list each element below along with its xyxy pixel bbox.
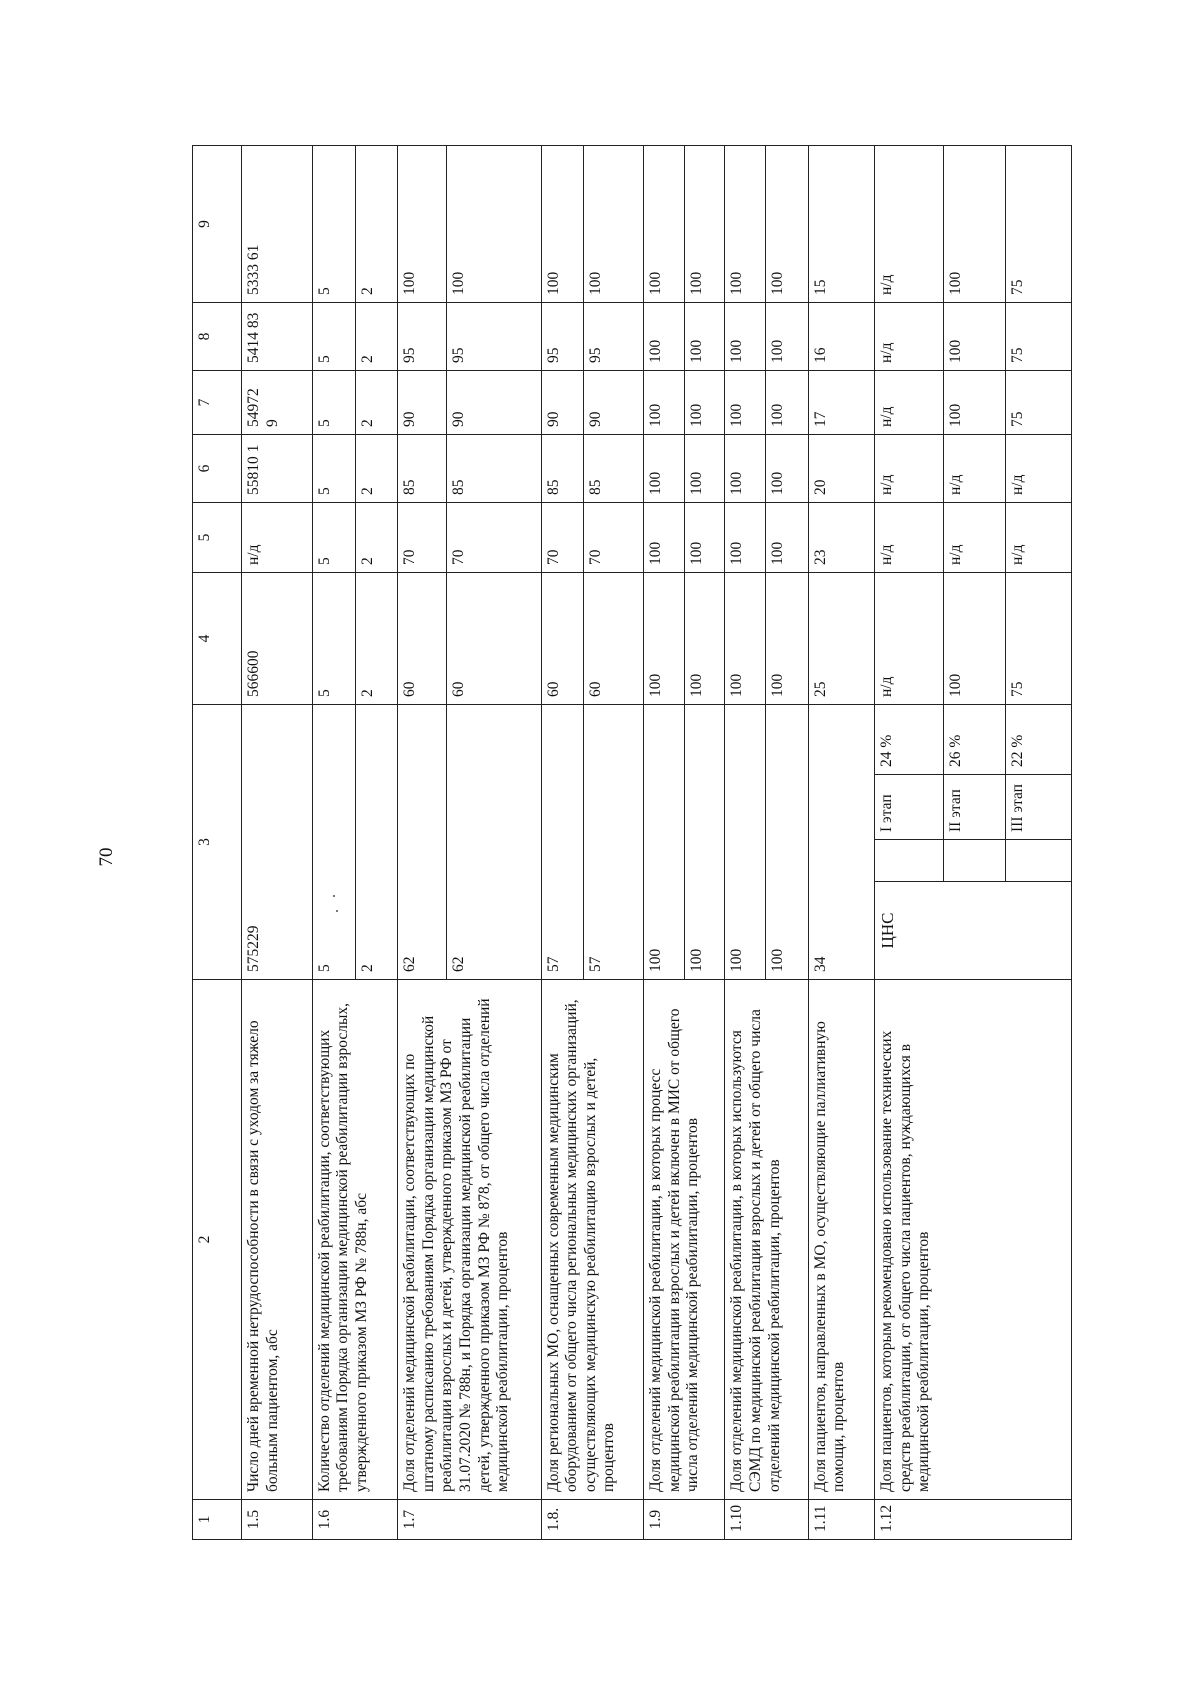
value-col-5: н/д	[242, 503, 313, 573]
value-col-8: 2	[355, 303, 398, 371]
table-row	[725, 146, 766, 1540]
value-col-9: 100	[398, 146, 447, 303]
value-col-6: 55810 1	[242, 435, 313, 503]
value-col-7: 100	[684, 371, 725, 435]
stage-label: I этап	[875, 775, 943, 840]
value-col-9: 100	[684, 146, 725, 303]
value-col-4: 60	[398, 573, 447, 705]
base-value: 5	[312, 705, 355, 980]
value-col-7: н/д	[875, 371, 943, 435]
col-header-8: 8	[193, 303, 242, 371]
scan-speck	[333, 895, 335, 897]
value-col-8: 75	[1005, 303, 1071, 371]
indicator-description: Доля отделений медицинской реабилитации, в которых используются СЭМД по медицинской реабилитации взрослых и детей от общего числа отделений медицинской реабилитации, процентов	[725, 980, 808, 1500]
value-col-8: 100	[725, 303, 766, 371]
value-col-9: 75	[1005, 146, 1071, 303]
base-value: 62	[398, 705, 447, 980]
table-header-row	[193, 146, 242, 1540]
value-col-9: 100	[943, 146, 1005, 303]
scan-speck	[336, 910, 338, 912]
value-col-8: 95	[541, 303, 584, 371]
value-col-4: 60	[584, 573, 644, 705]
base-value: 575229	[242, 705, 313, 980]
value-col-5: 5	[312, 503, 355, 573]
value-col-6: 100	[766, 435, 809, 503]
base-value: 100	[684, 705, 725, 980]
base-value: 100	[766, 705, 809, 980]
value-col-5: 70	[398, 503, 447, 573]
value-col-5: н/д	[875, 503, 943, 573]
base-value: 57	[541, 705, 584, 980]
value-col-7: 75	[1005, 371, 1071, 435]
base-value: 57	[584, 705, 644, 980]
value-col-9: 100	[584, 146, 644, 303]
value-col-6: н/д	[1005, 435, 1071, 503]
stage-spacer	[1005, 840, 1071, 882]
indicator-table	[192, 145, 1072, 1540]
stage-percent: 26 %	[943, 705, 1005, 775]
value-col-5: 100	[766, 503, 809, 573]
value-col-7: 100	[766, 371, 809, 435]
value-col-8: 95	[398, 303, 447, 371]
value-col-8: 100	[644, 303, 685, 371]
value-col-6: 20	[808, 435, 874, 503]
value-col-9: 100	[447, 146, 541, 303]
value-col-8: 95	[584, 303, 644, 371]
stage-percent: 24 %	[875, 705, 943, 775]
table-row	[541, 146, 584, 1540]
value-col-4: 100	[644, 573, 685, 705]
value-col-8: 100	[943, 303, 1005, 371]
row-number: 1.9	[644, 1500, 725, 1540]
value-col-6: 85	[447, 435, 541, 503]
value-col-9: 100	[725, 146, 766, 303]
value-col-4: 100	[684, 573, 725, 705]
value-col-8: 100	[766, 303, 809, 371]
page-number: 70	[96, 847, 117, 867]
stage-spacer	[875, 840, 943, 882]
col-header-9: 9	[193, 146, 242, 303]
col-header-7: 7	[193, 371, 242, 435]
value-col-9: н/д	[875, 146, 943, 303]
stage-label: II этап	[943, 775, 1005, 840]
value-col-8: 5414 83	[242, 303, 313, 371]
value-col-5: 70	[584, 503, 644, 573]
value-col-7: 90	[447, 371, 541, 435]
base-value: 34	[808, 705, 874, 980]
value-col-4: н/д	[875, 573, 943, 705]
value-col-4: 25	[808, 573, 874, 705]
value-col-7: 100	[943, 371, 1005, 435]
value-col-7: 100	[725, 371, 766, 435]
value-col-6: 100	[644, 435, 685, 503]
value-col-6: н/д	[875, 435, 943, 503]
value-col-8: 100	[684, 303, 725, 371]
value-col-4: 60	[447, 573, 541, 705]
table-row	[398, 146, 447, 1540]
indicator-description: Число дней временной нетрудоспособности в связи с уходом за тяжело больным пациентом, абс	[242, 980, 313, 1500]
stage-spacer	[943, 840, 1005, 882]
value-col-5: 100	[684, 503, 725, 573]
value-col-5: 100	[644, 503, 685, 573]
indicator-description: Доля региональных МО, оснащенных современным медицинским оборудованием от общего числа региональных медицинских организаций, осуществляющих медицинскую реабилитацию взрослых и детей, процентов	[541, 980, 644, 1500]
table-row	[242, 146, 313, 1540]
value-col-6: н/д	[943, 435, 1005, 503]
value-col-8: 5	[312, 303, 355, 371]
indicator-table-rotated	[192, 145, 1072, 1540]
indicator-description: Доля пациентов, направленных в МО, осуществляющие паллиативную помощи, процентов	[808, 980, 874, 1500]
value-col-9: 100	[766, 146, 809, 303]
value-col-9: 15	[808, 146, 874, 303]
value-col-7: 17	[808, 371, 874, 435]
value-col-4: 60	[541, 573, 584, 705]
table-row	[875, 146, 943, 1540]
value-col-9: 5333 61	[242, 146, 313, 303]
stage-percent: 22 %	[1005, 705, 1071, 775]
value-col-4: 5	[312, 573, 355, 705]
cns-label: ЦНС	[875, 882, 1072, 980]
value-col-6: 85	[398, 435, 447, 503]
col-header-6: 6	[193, 435, 242, 503]
value-col-6: 85	[584, 435, 644, 503]
value-col-6: 85	[541, 435, 584, 503]
row-number: 1.6	[312, 1500, 398, 1540]
value-col-5: 70	[447, 503, 541, 573]
row-number: 1.12	[875, 1500, 1072, 1540]
base-value: 62	[447, 705, 541, 980]
value-col-4: 2	[355, 573, 398, 705]
value-col-8: 95	[447, 303, 541, 371]
col-header-4: 4	[193, 573, 242, 705]
table-row	[312, 146, 355, 1540]
value-col-6: 2	[355, 435, 398, 503]
value-col-6: 100	[684, 435, 725, 503]
stage-label: III этап	[1005, 775, 1071, 840]
value-col-5: 2	[355, 503, 398, 573]
row-number: 1.7	[398, 1500, 541, 1540]
value-col-4: 100	[725, 573, 766, 705]
value-col-9: 5	[312, 146, 355, 303]
value-col-4: 566600	[242, 573, 313, 705]
value-col-9: 100	[644, 146, 685, 303]
base-value: 2	[355, 705, 398, 980]
value-col-9: 100	[541, 146, 584, 303]
value-col-4: 100	[766, 573, 809, 705]
value-col-7: 54972 9	[242, 371, 313, 435]
col-header-5: 5	[193, 503, 242, 573]
col-header-2: 2	[193, 980, 242, 1500]
table-row	[644, 146, 685, 1540]
value-col-7: 2	[355, 371, 398, 435]
value-col-9: 2	[355, 146, 398, 303]
col-header-3: 3	[193, 705, 242, 980]
row-number: 1.5	[242, 1500, 313, 1540]
value-col-7: 5	[312, 371, 355, 435]
value-col-5: н/д	[943, 503, 1005, 573]
value-col-8: 16	[808, 303, 874, 371]
row-number: 1.10	[725, 1500, 808, 1540]
indicator-description: Количество отделений медицинской реабилитации, соответствующих требованиям Порядка организации медицинской реабилитации взрослых, утвержденного приказом МЗ РФ № 788н, абс	[312, 980, 398, 1500]
value-col-4: 75	[1005, 573, 1071, 705]
value-col-7: 100	[644, 371, 685, 435]
value-col-5: 70	[541, 503, 584, 573]
value-col-5: 23	[808, 503, 874, 573]
indicator-description: Доля пациентов, которым рекомендовано использование технических средств реабилитации, от общего числа пациентов, нуждающихся в медицинской реабилитации, процентов	[875, 980, 1072, 1500]
indicator-description: Доля отделений медицинской реабилитации, соответствующих по штатному расписанию требованиям Порядка организации медицинской реабилитации взрослых и детей, утвержденного приказом МЗ РФ от 31.07.2020 № 788н, и Порядка организации медицинской реабилитации детей, утвержденного приказом МЗ РФ № 878, от общего числа отделений медицинской реабилитации, процентов	[398, 980, 541, 1500]
col-header-1: 1	[193, 1500, 242, 1540]
row-number: 1.8.	[541, 1500, 644, 1540]
value-col-8: н/д	[875, 303, 943, 371]
table-row	[808, 146, 874, 1540]
value-col-7: 90	[398, 371, 447, 435]
value-col-7: 90	[541, 371, 584, 435]
value-col-5: 100	[725, 503, 766, 573]
value-col-6: 100	[725, 435, 766, 503]
base-value: 100	[725, 705, 766, 980]
row-number: 1.11	[808, 1500, 874, 1540]
indicator-description: Доля отделений медицинской реабилитации, в которых процесс медицинской реабилитации взрослых и детей включен в МИС от общего числа отделений медицинской реабилитации, процентов	[644, 980, 725, 1500]
base-value: 100	[644, 705, 685, 980]
value-col-5: н/д	[1005, 503, 1071, 573]
value-col-6: 5	[312, 435, 355, 503]
value-col-7: 90	[584, 371, 644, 435]
value-col-4: 100	[943, 573, 1005, 705]
